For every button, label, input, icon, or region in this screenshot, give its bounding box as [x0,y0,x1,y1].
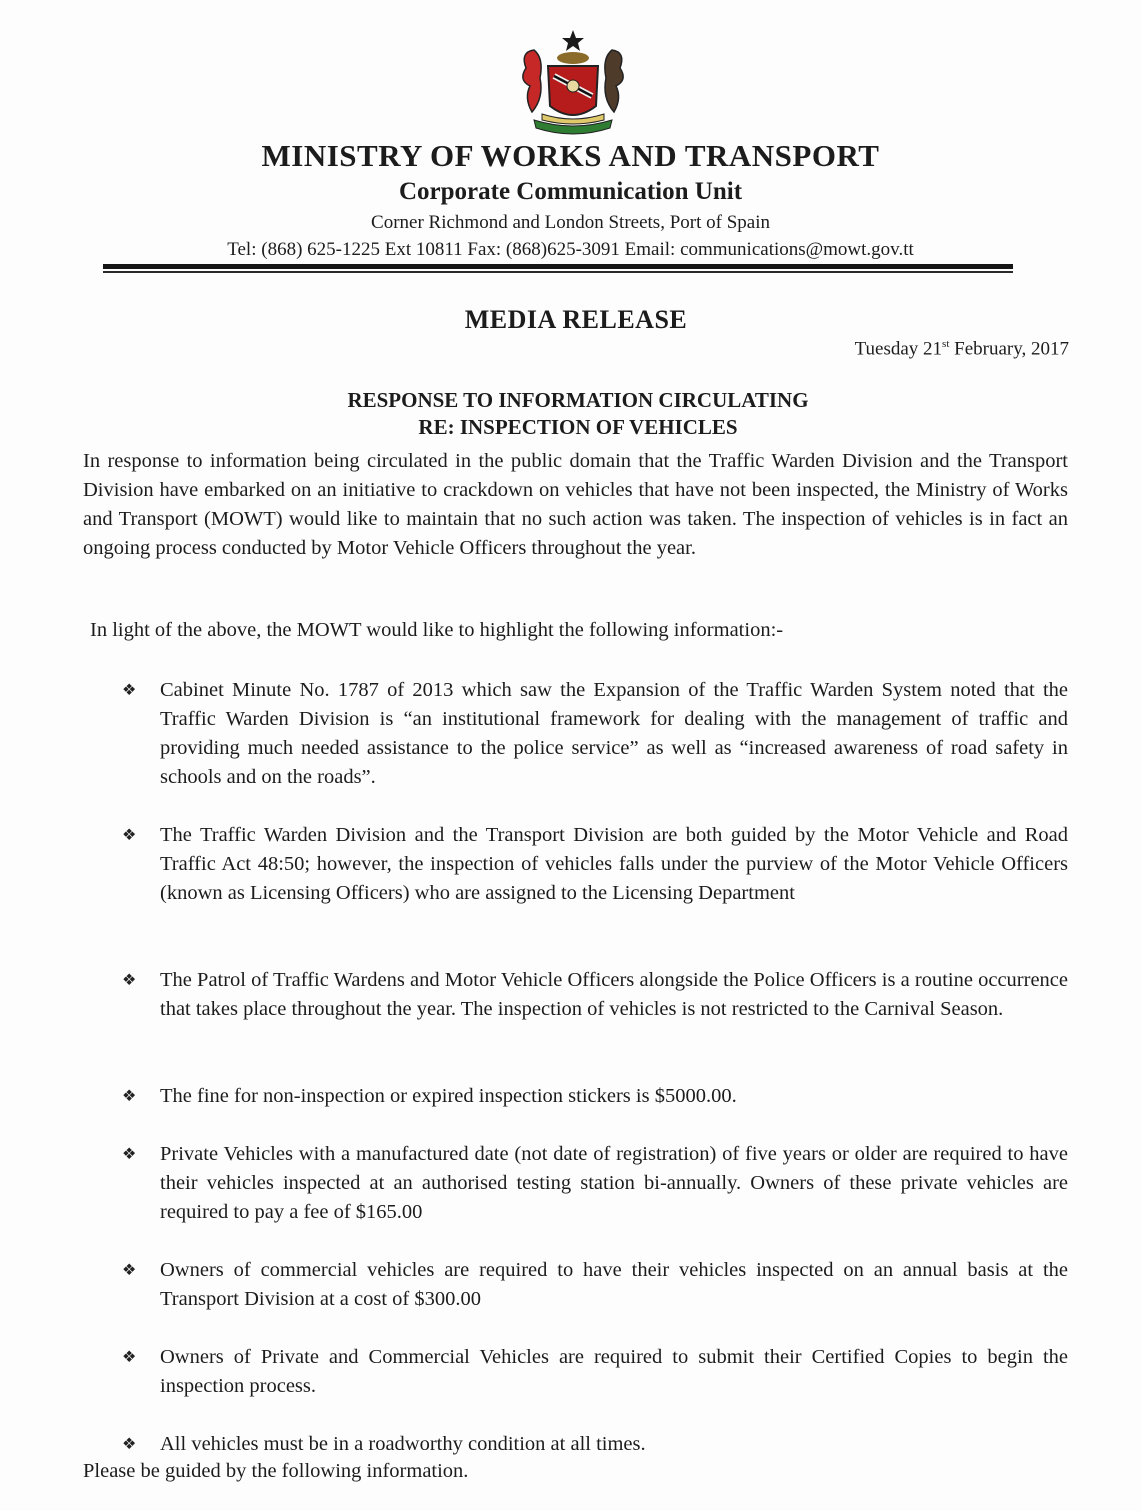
document-title: MEDIA RELEASE [464,305,688,334]
bullet-item [122,676,1068,792]
lead-paragraph: In light of the above, the MOWT would like to highlight the following information:- [90,619,784,641]
date-prefix: Tuesday 21 [854,338,943,360]
ministry-name: MINISTRY OF WORKS AND TRANSPORT [261,138,880,173]
header-divider [103,264,1013,269]
bullet-text: Cabinet Minute No. 1787 of 2013 which saw the Expansion of the Traffic Warden System noted that the Traffic Warden Division is “an institutional framework for dealing with the management of traffic and providing much needed assistance to the police service” as well as “increased awareness of road safety in schools and on the roads”. [160,679,1068,788]
coat-of-arms-icon [514,28,632,138]
bullet-icon: ❖ [122,1262,137,1279]
bullet-item [122,1343,1068,1401]
header-divider-thin [103,271,1013,273]
bullet-text: The Patrol of Traffic Wardens and Motor Vehicle Officers alongside the Police Officers is a routine occurrence that takes place throughout the year. The inspection of vehicles is not restricted to the Carnival Season. [160,969,1068,1020]
bullet-icon: ❖ [122,1436,137,1453]
bullet-icon: ❖ [122,827,137,844]
intro-paragraph: In response to information being circulated in the public domain that the Traffic Warden Division and the Transport Division have embarked on an initiative to crackdown on vehicles that have not been inspected, the Ministry of Works and Transport (MOWT) would like to maintain that no such action was taken. The inspection of vehicles is in fact an ongoing process conducted by Motor Vehicle Officers throughout the year. [83,450,1068,559]
address: Corner Richmond and London Streets, Port of Spain [371,212,770,233]
bullet-text: Owners of commercial vehicles are required to have their vehicles inspected on an annual basis at the Transport Division at a cost of $300.00 [160,1259,1068,1310]
bullet-icon: ❖ [122,972,137,989]
headline-line-1: RESPONSE TO INFORMATION CIRCULATING [347,388,809,412]
bullet-text: Private Vehicles with a manufactured date (not date of registration) of five years or older are required to have their vehicles inspected at an authorised testing station bi-annually. Owners of these private vehicles are required to pay a fee of $165.00 [160,1143,1068,1223]
headline-line-2: RE: INSPECTION OF VEHICLES [418,415,738,439]
bullet-item [122,1082,1068,1111]
bullet-item [122,966,1068,1024]
bullet-item [122,821,1068,908]
bullet-text: All vehicles must be in a roadworthy condition at all times. [160,1433,646,1455]
bullet-icon: ❖ [122,1146,137,1163]
date-rest: February, 2017 [949,338,1069,360]
bullet-icon: ❖ [122,682,137,699]
bullet-item [122,1140,1068,1227]
bullet-text: The Traffic Warden Division and the Transport Division are both guided by the Motor Vehicle and Road Traffic Act 48:50; however, the inspection of vehicles falls under the purview of the Motor Vehicle Officers (known as Licensing Officers) who are assigned to the Licensing Department [160,824,1068,904]
closing-line: Please be guided by the following information. [83,1460,469,1482]
unit-name: Corporate Communication Unit [398,178,743,205]
bullet-item [122,1256,1068,1314]
bullet-item [122,1430,1068,1459]
bullet-text: The fine for non-inspection or expired inspection stickers is $5000.00. [160,1085,737,1107]
release-date [855,338,1069,360]
bullet-icon: ❖ [122,1349,137,1366]
bullet-icon: ❖ [122,1088,137,1105]
date-ordinal: st [942,338,950,350]
contact-line: Tel: (868) 625-1225 Ext 10811 Fax: (868)625-3091 Email: communications@mowt.gov.tt [227,239,914,260]
bullet-text: Owners of Private and Commercial Vehicles are required to submit their Certified Copies to begin the inspection process. [160,1346,1068,1397]
